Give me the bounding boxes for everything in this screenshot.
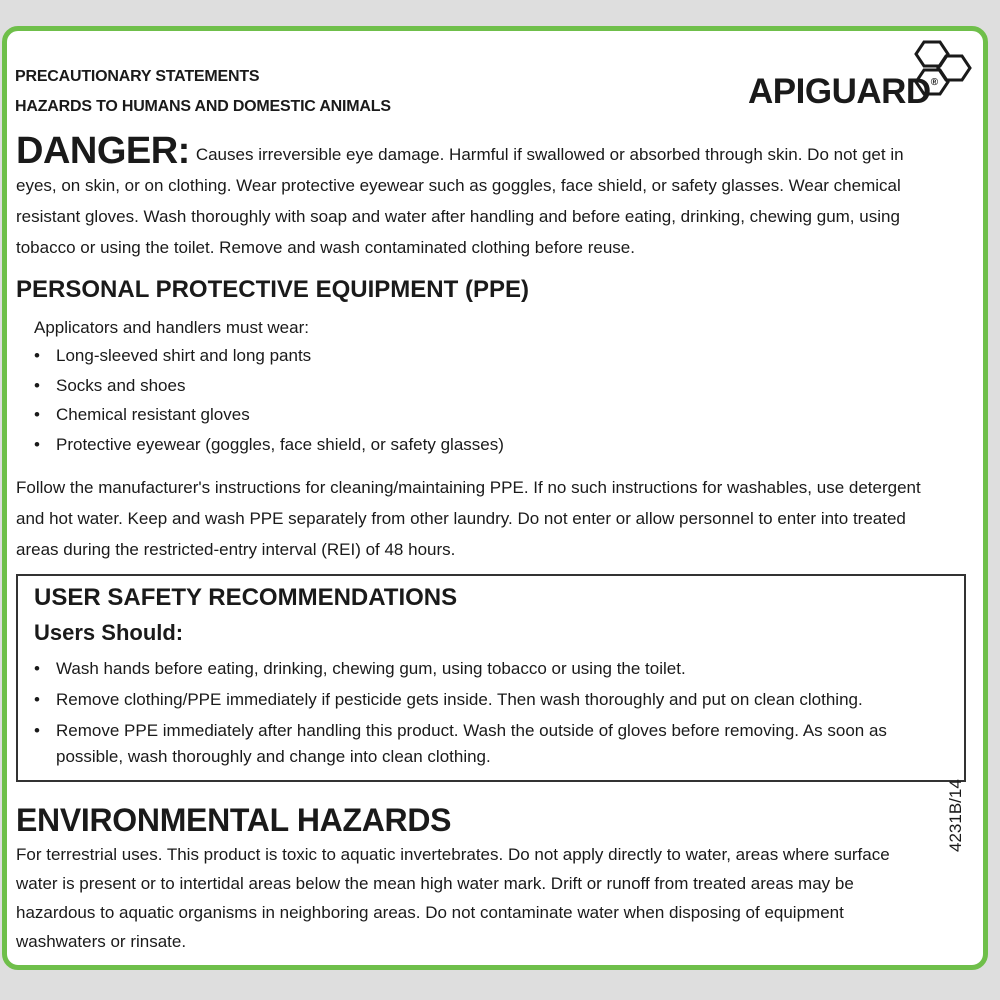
environmental-text: For terrestrial uses. This product is toxic to aquatic invertebrates. Do not apply directly to water, areas where surface water is present or to intertidal areas below the mean high water mark. Drift or runoff from treated areas may be hazardous to aquatic organisms in neighboring areas. Do not contaminate water when disposing of equipment washwaters or rinsate. (16, 845, 890, 951)
danger-text: Causes irreversible eye damage. Harmful if swallowed or absorbed through skin. Do not get in eyes, on skin, or on clothing. Wear protective eyewear such as goggles, face shield, or safety glasses. Wear chemical resistant gloves. Wash thoroughly with soap and water after handling and before eating, drinking, chewing gum, using tobacco or using the toilet. Remove and wash contaminated clothing before reuse. (16, 145, 904, 257)
environmental-title: ENVIRONMENTAL HAZARDS (16, 802, 452, 838)
list-item: • Remove PPE immediately after handling this product. Wash the outside of gloves before removing. As soon as possible, wash thoroughly and change into clean clothing. (32, 718, 947, 770)
users-should-subtitle: Users Should: (34, 620, 184, 645)
list-item: • Remove clothing/PPE immediately if pesticide gets inside. Then wash thoroughly and put on clean clothing. (32, 687, 947, 713)
list-item: • Socks and shoes (32, 371, 504, 401)
ppe-list (32, 341, 504, 459)
list-item: • Long-sleeved shirt and long pants (32, 341, 504, 371)
registered-mark: ® (930, 77, 938, 88)
hazards-heading: HAZARDS TO HUMANS AND DOMESTIC ANIMALS (15, 98, 391, 115)
user-safety-list (32, 656, 947, 770)
ppe-follow-text: Follow the manufacturer's instructions for cleaning/maintaining PPE. If no such instructions for washables, use detergent and hot water. Keep and wash PPE separately from other laundry. Do not enter or allow personnel to enter into treated areas during the restricted-entry interval (REI) of 48 hours. (16, 478, 921, 559)
precautionary-heading: PRECAUTIONARY STATEMENTS (15, 68, 260, 85)
ppe-intro: Applicators and handlers must wear: (34, 318, 309, 337)
ppe-title: PERSONAL PROTECTIVE EQUIPMENT (PPE) (16, 276, 529, 303)
apiguard-logo (748, 72, 938, 112)
danger-paragraph (16, 130, 946, 263)
list-item: • Protective eyewear (goggles, face shield, or safety glasses) (32, 430, 504, 460)
label-code: 4231B/14 (946, 779, 965, 852)
list-item: • Wash hands before eating, drinking, chewing gum, using tobacco or using the toilet. (32, 656, 947, 682)
list-item: • Chemical resistant gloves (32, 400, 504, 430)
logo-text: APIGUARD (748, 72, 931, 111)
user-safety-title: USER SAFETY RECOMMENDATIONS (34, 584, 458, 611)
danger-label: DANGER: (16, 130, 190, 172)
